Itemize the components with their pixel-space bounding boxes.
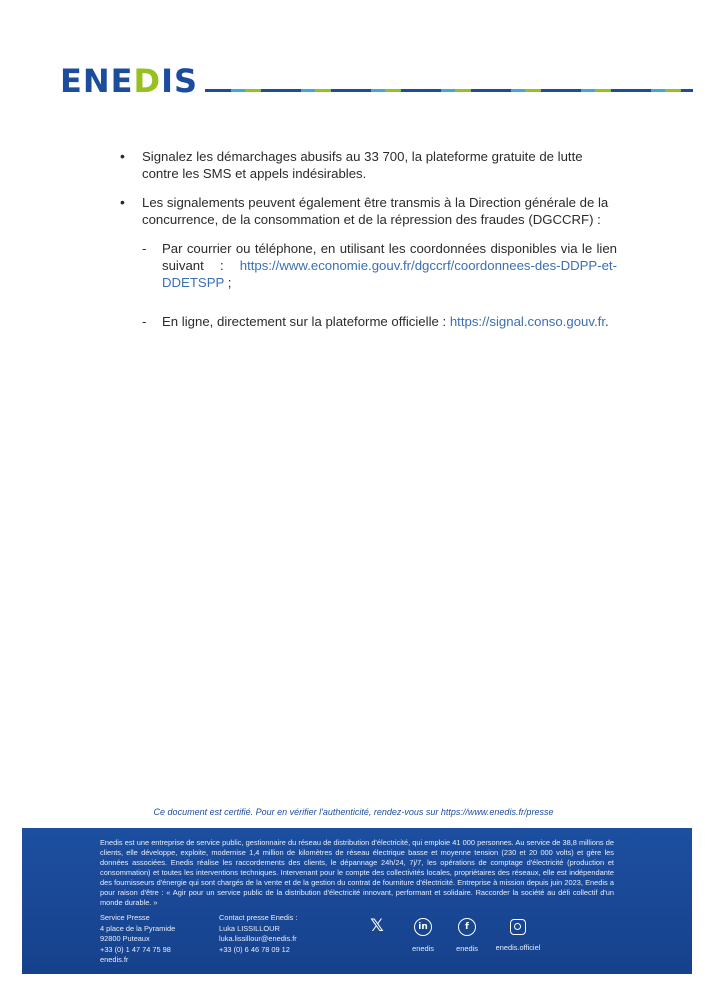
- sub-item-text: Par courrier ou téléphone, en utilisant les coordonnées disponibles via le lien suivant :: [162, 241, 617, 273]
- service-presse-phone: +33 (0) 1 47 74 75 98: [100, 944, 171, 954]
- sub-item-courrier: [112, 240, 617, 291]
- service-presse-address: 4 place de la Pyramide: [100, 923, 176, 933]
- service-presse-title: Service Presse: [100, 913, 150, 922]
- linkedin-label: enedis: [412, 944, 434, 953]
- x-twitter-icon: 𝕏: [370, 916, 384, 936]
- logo-part-mid: D: [133, 62, 162, 100]
- header-divider: [205, 89, 693, 92]
- logo-part-left: ENE: [60, 62, 134, 100]
- bullet-item-dgccrf: [112, 194, 617, 228]
- dash-marker: -: [142, 241, 147, 256]
- sub-item-text: En ligne, directement sur la plateforme officielle :: [162, 314, 450, 329]
- company-description: Enedis est une entreprise de service public, gestionnaire du réseau de distribution d'électricité, qui emploie 41 000 personnes. Au service de 38,8 millions de clients, elle développe, exploite, modernise 1,4 million de kilomètres de réseau électrique basse et moyenne tension (230 et 20 000 volts) et gère les données associées. Enedis réalise les raccordements des clients, le dépannage 24h/24, 7j/7, les opérations de comptage d'électricité (production et consommation) et toutes les interventions techniques. Intervenant pour le compte des collectivités locales, propriétaires des réseaux, elle est indépendante des fournisseurs d'énergie qui sont chargés de la vente et de la gestion du contrat de fourniture d'électricité. Entreprise à mission depuis juin 2023, Enedis a pour raison d'être : « Agir pour un service public de la distribution d'électricité innovant, performant et solidaire. Raccorder la société au défi collectif d'un monde durable. »: [100, 838, 614, 907]
- sub-item-end: .: [605, 314, 609, 329]
- bullet-dot: •: [120, 194, 125, 210]
- sub-item-end: ;: [224, 275, 232, 290]
- certification-note: Ce document est certifié. Pour en vérifier l'authenticité, rendez-vous sur https://www.enedis.fr/presse: [153, 807, 554, 817]
- service-presse-city: 92800 Puteaux: [100, 934, 150, 943]
- bullet-text: Les signalements peuvent également être transmis à la Direction générale de la concurrence, de la consommation et de la répression des fraudes (DGCCRF) :: [142, 195, 609, 227]
- contact-presse-title: Contact presse Enedis :: [219, 913, 298, 922]
- bullet-dot: •: [120, 148, 125, 164]
- bullet-text: Signalez les démarchages abusifs au 33 700, la plateforme gratuite de lutte contre les SMS et appels indésirables.: [142, 149, 583, 181]
- sub-item-en-ligne: [112, 313, 617, 330]
- facebook-label: enedis: [456, 944, 478, 953]
- dash-marker: -: [142, 314, 147, 329]
- footer-panel: [22, 828, 692, 974]
- instagram-icon: [510, 919, 526, 935]
- service-presse-block: [100, 913, 175, 966]
- logo-part-right: IS: [161, 62, 199, 100]
- contact-presse-name: Luka LISSILLOUR: [219, 923, 280, 933]
- signal-conso-link[interactable]: https://signal.conso.gouv.fr: [449, 314, 605, 329]
- contact-presse-email[interactable]: luka.lissillour@enedis.fr: [219, 934, 297, 943]
- instagram-label: enedis.officiel: [495, 943, 541, 952]
- document-body: [112, 148, 617, 330]
- bullet-item-33700: [112, 148, 617, 182]
- enedis-logo: [60, 62, 198, 100]
- dgccrf-coordinates-link[interactable]: https://www.economie.gouv.fr/dgccrf/coordonnees-des-DDPP-et-DDETSPP: [162, 258, 617, 290]
- contact-presse-block: [219, 913, 297, 955]
- facebook-icon: f: [458, 918, 476, 936]
- instagram-link[interactable]: [488, 918, 548, 952]
- service-presse-website[interactable]: enedis.fr: [100, 955, 129, 964]
- linkedin-icon: in: [414, 918, 432, 936]
- contact-presse-phone: +33 (0) 6 46 78 09 12: [219, 944, 290, 954]
